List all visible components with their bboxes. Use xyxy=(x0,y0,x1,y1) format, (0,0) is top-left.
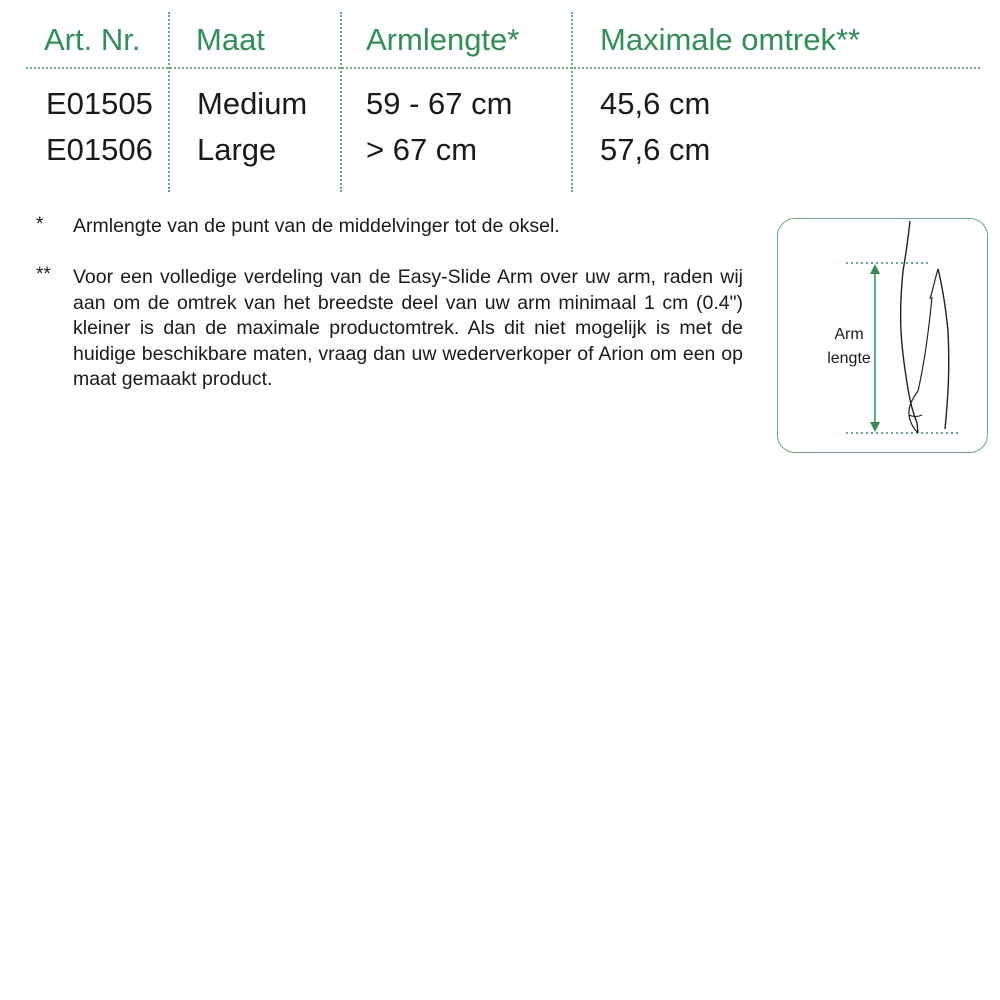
header-art-nr: Art. Nr. xyxy=(44,22,141,57)
arm-label-line1: Arm xyxy=(834,326,864,343)
header-armlengte: Armlengte* xyxy=(366,22,520,57)
column-divider xyxy=(571,12,573,192)
arm-length-illustration xyxy=(777,218,988,453)
arm-length-label xyxy=(778,323,920,371)
cell-armlengte: 59 - 67 cm xyxy=(366,86,513,121)
footnote-marker: ** xyxy=(36,264,51,285)
arm-label-line2: lengte xyxy=(827,350,871,367)
cell-omtrek: 57,6 cm xyxy=(600,132,711,167)
cell-omtrek: 45,6 cm xyxy=(600,86,711,121)
cell-art-nr: E01505 xyxy=(46,86,153,121)
header-divider xyxy=(26,67,980,69)
footnote-armlengte: Armlengte van de punt van de middelvinger tot de oksel. xyxy=(73,215,560,237)
column-divider xyxy=(168,12,170,192)
column-divider xyxy=(340,12,342,192)
footnote-omtrek: Voor een volledige verdeling van de Easy-Slide Arm over uw arm, raden wij aan om de omtrek van het breedste deel van uw arm minimaal 1 cm (0.4") kleiner is dan de maximale productomtrek. Als dit niet mogelijk is met de huidige beschikbare maten, vraag dan uw wederverkoper of Arion om een op maat gemaakt product. xyxy=(73,266,743,390)
cell-maat: Medium xyxy=(197,86,308,121)
header-maximale-omtrek: Maximale omtrek** xyxy=(600,22,861,57)
cell-maat: Large xyxy=(197,132,277,167)
cell-art-nr: E01506 xyxy=(46,132,153,167)
footnote-marker: * xyxy=(36,214,44,235)
size-table xyxy=(0,0,1000,195)
cell-armlengte: > 67 cm xyxy=(366,132,478,167)
header-maat: Maat xyxy=(196,22,265,57)
